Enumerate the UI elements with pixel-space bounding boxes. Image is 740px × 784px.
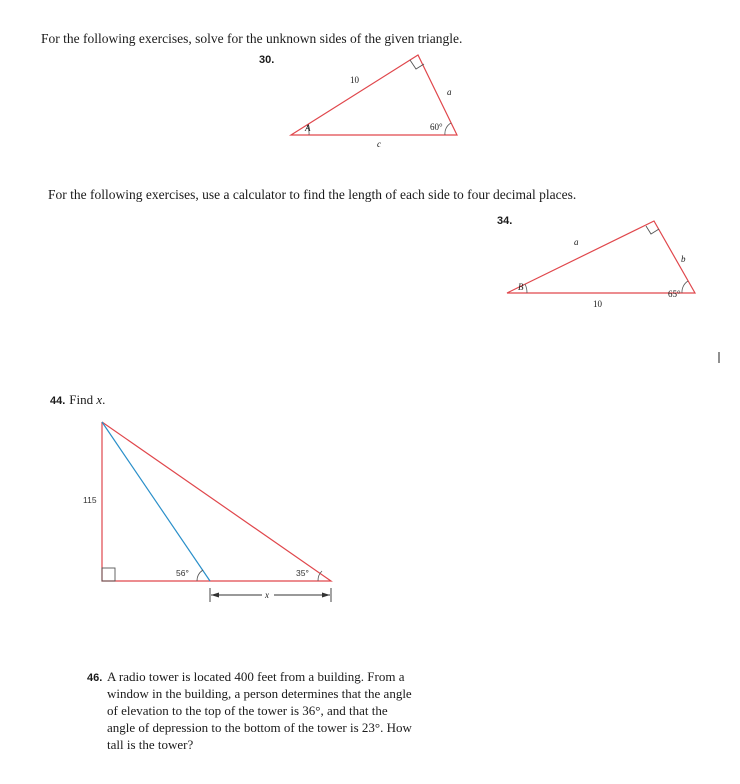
right-angle-marker-30 [410, 60, 424, 69]
label-30-A: A [305, 123, 311, 133]
angle-arc-60 [445, 123, 451, 135]
dim-arrowhead-left [211, 593, 219, 598]
label-34-b: b [681, 254, 686, 264]
angle-arc-B [525, 284, 527, 293]
label-30-hyp: 10 [350, 75, 359, 85]
instruction-solve-unknown-sides: For the following exercises, solve for the unknown sides of the given triangle. [41, 31, 463, 46]
exercise-46-number: 46. [87, 672, 103, 684]
label-44-angle1: 56° [176, 568, 189, 578]
exercise-44-prompt [50, 392, 105, 408]
label-44-angle2: 35° [296, 568, 309, 578]
angle-arc-56 [197, 570, 203, 581]
triangle-44-outline [102, 422, 331, 581]
triangle-34-outline [507, 221, 695, 293]
exercise-30-number: 30. [259, 54, 275, 66]
instruction-use-calculator: For the following exercises, use a calculator to find the length of each side to four decimal places. [48, 187, 577, 202]
angle-arc-65 [682, 281, 688, 293]
exercise-44-figure [83, 422, 331, 602]
label-30-a: a [447, 87, 452, 97]
exercise-44-number: 44. [50, 395, 66, 407]
label-30-c: c [377, 139, 381, 149]
dim-arrowhead-right [322, 593, 330, 598]
label-44-x: x [265, 590, 269, 600]
exercise-30-triangle [291, 55, 457, 149]
label-30-angle: 60° [430, 122, 443, 132]
exercise-44-var: x [96, 392, 103, 407]
exercise-46-text: A radio tower is located 400 feet from a building. From a window in the building, a person determines that the angle of elevation to the top of the tower is 36°, and that the angle of depression to the bottom of the tower is 23°. How tall is the tower? [107, 669, 412, 752]
label-34-base: 10 [593, 299, 602, 309]
label-34-a: a [574, 237, 579, 247]
exercise-44-period: . [102, 392, 106, 407]
label-34-angle: 65° [668, 289, 681, 299]
exercise-34-triangle [507, 221, 695, 309]
exercise-44-text: Find [69, 392, 94, 407]
right-angle-marker-44 [102, 568, 115, 581]
exercise-34-number: 34. [497, 215, 513, 227]
label-44-height: 115 [83, 495, 97, 505]
label-34-B: B [518, 282, 524, 292]
blue-sightline [102, 422, 210, 581]
